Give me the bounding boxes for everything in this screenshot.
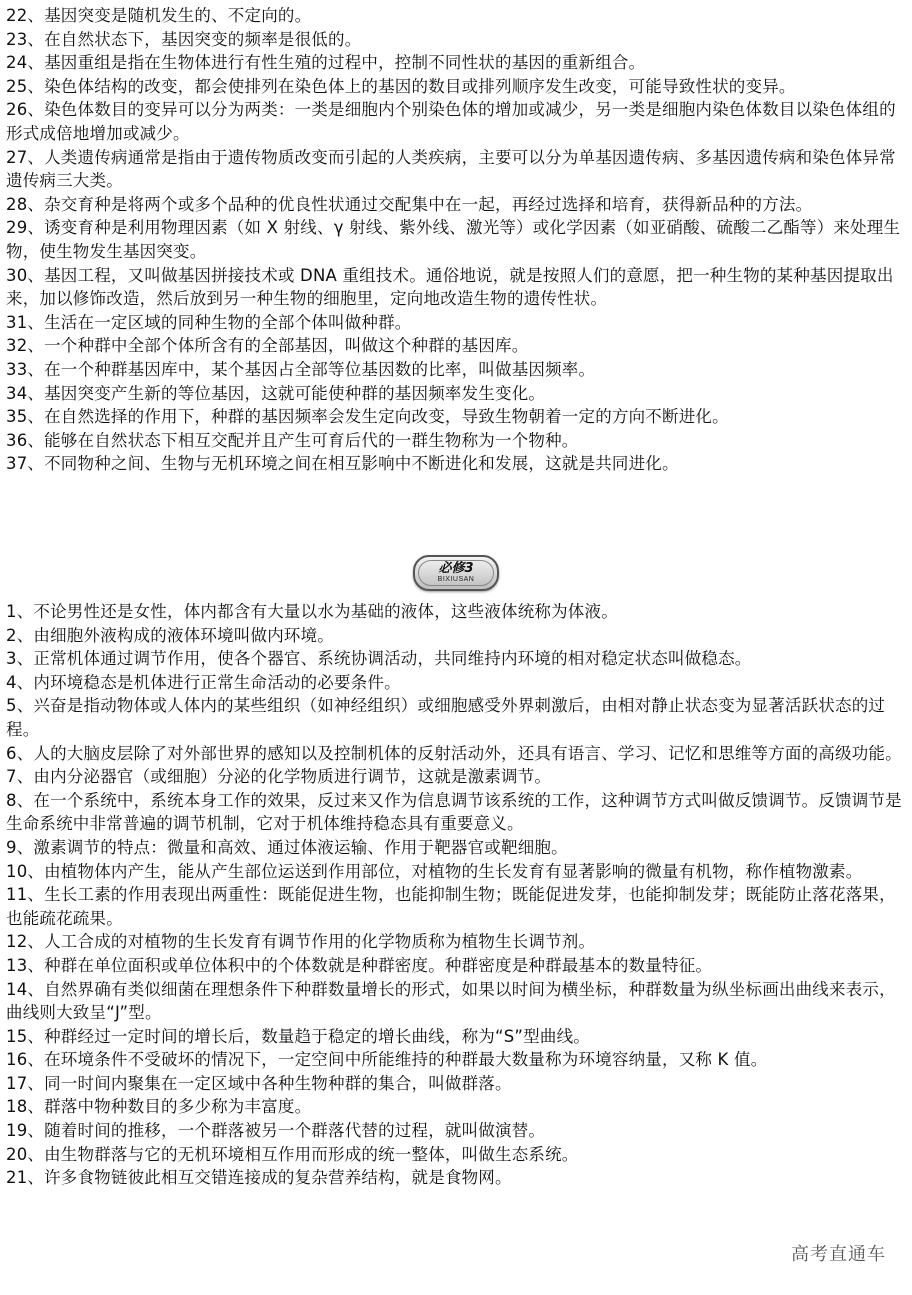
list-item: 31、生活在一定区域的同种生物的全部个体叫做种群。 — [6, 312, 412, 332]
list-item: 33、在一个种群基因库中，某个基因占全部等位基因数的比率，叫做基因频率。 — [6, 359, 596, 379]
list-item: 9、激素调节的特点：微量和高效、通过体液运输、作用于靶器官或靶细胞。 — [6, 837, 568, 857]
list-item: 17、同一时间内聚集在一定区域中各种生物种群的集合，叫做群落。 — [6, 1073, 512, 1093]
list-item: 10、由植物体内产生，能从产生部位运送到作用部位，对植物的生长发育有显著影响的微量有机物，称作植物激素。 — [6, 861, 863, 881]
list-item: 7、由内分泌器官（或细胞）分泌的化学物质进行调节，这就是激素调节。 — [6, 767, 552, 787]
list-item: 22、基因突变是随机发生的、不定向的。 — [6, 6, 312, 25]
list-item: 21、许多食物链彼此相互交错连接成的复杂营养结构，就是食物网。 — [6, 1168, 512, 1188]
list-item: 29、诱变育种是利用物理因素（如 X 射线、γ 射线、紫外线、激光等）或化学因素（如亚硝酸、硫酸二乙酯等）来处理生物，使生物发生基因突变。 — [6, 218, 901, 261]
list-item: 19、随着时间的推移，一个群落被另一个群落代替的过程，就叫做演替。 — [6, 1121, 546, 1141]
list-item: 3、正常机体通过调节作用，使各个器官、系统协调活动，共同维持内环境的相对稳定状态叫做稳态。 — [6, 649, 752, 669]
list-item: 24、基因重组是指在生物体进行有性生殖的过程中，控制不同性状的基因的重新组合。 — [6, 53, 646, 73]
list-item: 13、种群在单位面积或单位体积中的个体数就是种群密度。种群密度是种群最基本的数量特征。 — [6, 955, 713, 975]
list-item: 34、基因突变产生新的等位基因，这就可能使种群的基因频率发生变化。 — [6, 383, 546, 403]
section-badge — [413, 555, 499, 591]
list-item: 20、由生物群落与它的无机环境相互作用而形成的统一整体，叫做生态系统。 — [6, 1144, 579, 1164]
badge-subtitle: BIXIUSAN — [437, 576, 475, 583]
list-item: 28、杂交育种是将两个或多个品种的优良性状通过交配集中在一起，再经过选择和培育，获得新品种的方法。 — [6, 194, 813, 214]
list-item: 36、能够在自然状态下相互交配并且产生可育后代的一群生物称为一个物种。 — [6, 430, 579, 450]
list-item: 23、在自然状态下，基因突变的频率是很低的。 — [6, 29, 362, 49]
list-item: 18、群落中物种数目的多少称为丰富度。 — [6, 1097, 312, 1117]
list-item: 4、内环境稳态是机体进行正常生命活动的必要条件。 — [6, 672, 401, 692]
knowledge-list-part2 — [6, 600, 904, 1190]
list-item: 26、染色体数目的变异可以分为两类：一类是细胞内个别染色体的增加或减少，另一类是细胞内染色体数目以染色体组的形式成倍地增加或减少。 — [6, 100, 896, 143]
list-item: 25、染色体结构的改变，都会使排列在染色体上的基因的数目或排列顺序发生改变，可能导致性状的变异。 — [6, 76, 796, 96]
list-item: 8、在一个系统中，系统本身工作的效果，反过来又作为信息调节该系统的工作，这种调节方式叫做反馈调节。反馈调节是生命系统中非常普遍的调节机制，它对于机体维持稳态具有重要意义。 — [6, 790, 902, 834]
list-item: 30、基因工程，又叫做基因拼接技术或 DNA 重组技术。通俗地说，就是按照人们的意愿，把一种生物的某种基因提取出来，加以修饰改造，然后放到另一种生物的细胞里，定向地改造生物的遗传性状。 — [6, 265, 894, 309]
list-item: 2、由细胞外液构成的液体环境叫做内环境。 — [6, 625, 334, 645]
list-item: 5、兴奋是指动物体或人体内的某些组织（如神经组织）或细胞感受外界刺激后，由相对静止状态变为显著活跃状态的过程。 — [6, 696, 886, 739]
watermark-text: 高考直通车 — [791, 1244, 886, 1265]
list-item: 6、人的大脑皮层除了对外部世界的感知以及控制机体的反射活动外，还具有语言、学习、记忆和思维等方面的高级功能。 — [6, 743, 902, 763]
list-item: 27、人类遗传病通常是指由于遗传物质改变而引起的人类疾病，主要可以分为单基因遗传病、多基因遗传病和染色体异常遗传病三大类。 — [6, 147, 896, 191]
badge-title: 必修3 — [438, 561, 474, 576]
list-item: 1、不论男性还是女性，体内都含有大量以水为基础的液体，这些液体统称为体液。 — [6, 602, 618, 621]
list-item: 32、一个种群中全部个体所含有的全部基因，叫做这个种群的基因库。 — [6, 336, 529, 356]
list-item: 35、在自然选择的作用下，种群的基因频率会发生定向改变，导致生物朝着一定的方向不断进化。 — [6, 407, 729, 427]
list-item: 16、在环境条件不受破坏的情况下，一定空间中所能维持的种群最大数量称为环境容纳量，又称 K 值。 — [6, 1050, 768, 1070]
list-item: 15、种群经过一定时间的增长后，数量趋于稳定的增长曲线，称为“S”型曲线。 — [6, 1026, 590, 1046]
list-item: 14、自然界确有类似细菌在理想条件下种群数量增长的形式，如果以时间为横坐标，种群数量为纵坐标画出曲线来表示，曲线则大致呈“J”型。 — [6, 979, 896, 1023]
section-badge-container — [0, 552, 912, 594]
list-item: 11、生长工素的作用表现出两重性：既能促进生物，也能抑制生物；既能促进发芽，也能抑制发芽；既能防止落花落果，也能疏花疏果。 — [6, 885, 896, 928]
list-item: 37、不同物种之间、生物与无机环境之间在相互影响中不断进化和发展，这就是共同进化。 — [6, 454, 679, 474]
knowledge-list-part1 — [6, 4, 904, 476]
list-item: 12、人工合成的对植物的生长发育有调节作用的化学物质称为植物生长调节剂。 — [6, 932, 596, 952]
